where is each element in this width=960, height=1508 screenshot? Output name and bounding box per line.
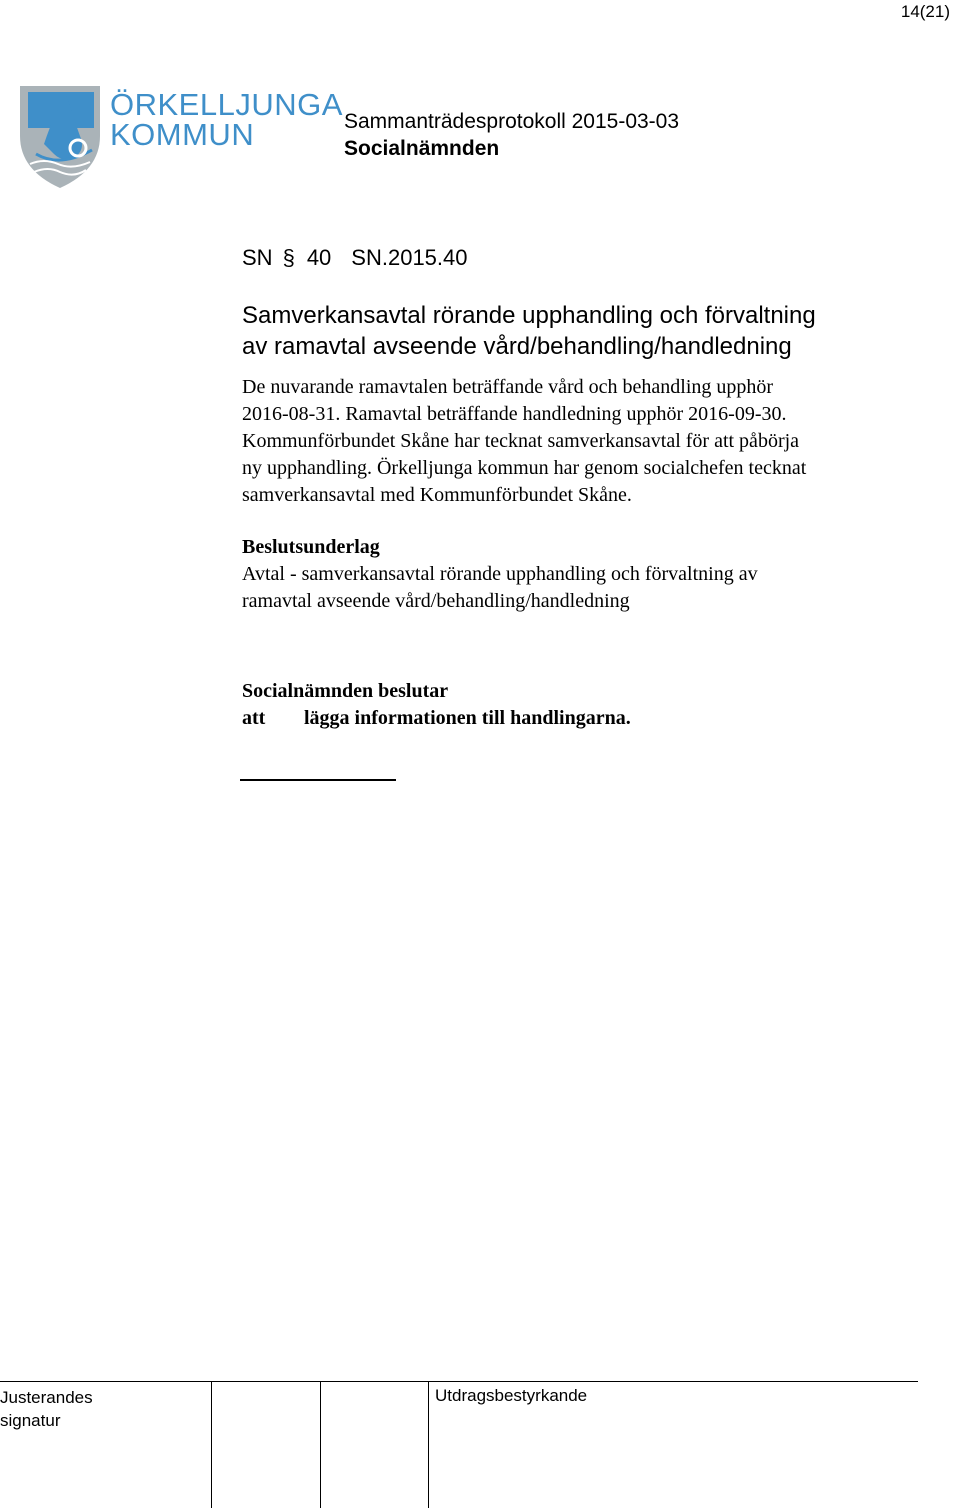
decision-label: Socialnämnden beslutar <box>242 680 449 702</box>
case-prefix: SN <box>242 245 273 270</box>
intro-line: ny upphandling. Örkelljunga kommun har genom socialchefen tecknat <box>242 457 807 479</box>
municipality-logo-text <box>110 87 343 152</box>
intro-line: samverkansavtal med Kommunförbundet Skåne. <box>242 484 632 506</box>
intro-paragraph <box>242 374 806 509</box>
logo-line-1: ÖRKELLJUNGA <box>110 87 343 122</box>
case-number: 40 <box>306 245 332 270</box>
justerandes-signatur-label <box>0 1386 93 1432</box>
basis-line-1: Avtal - samverkansavtal rörande upphandling och förvaltning av <box>242 563 758 585</box>
logo-line-2: KOMMUN <box>110 117 255 152</box>
footer-top-rule <box>0 1381 918 1382</box>
decision-att: att <box>242 707 266 729</box>
footer-divider <box>211 1381 212 1508</box>
footer-divider <box>428 1381 429 1508</box>
justerandes-line-2: signatur <box>0 1411 61 1430</box>
case-reference-code: SN.2015.40 <box>351 245 468 270</box>
footer-divider <box>320 1381 321 1508</box>
case-heading-line-1: Samverkansavtal rörande upphandling och förvaltning <box>242 302 816 329</box>
decision-row <box>242 705 631 732</box>
intro-line: De nuvarande ramavtalen beträffande vård och behandling upphör <box>242 376 774 398</box>
utdragsbestyrkande-label: Utdragsbestyrkande <box>435 1386 588 1405</box>
basis-label: Beslutsunderlag <box>242 536 380 558</box>
basis-text <box>242 561 758 615</box>
protocol-title: Sammanträdesprotokoll 2015-03-03 <box>344 110 680 133</box>
case-reference <box>242 245 468 271</box>
intro-line: 2016-08-31. Ramavtal beträffande handledning upphör 2016-09-30. <box>242 403 787 425</box>
section-symbol: § <box>282 245 295 270</box>
separator-rule <box>240 779 396 781</box>
case-heading <box>242 300 816 362</box>
page-number: 14(21) <box>900 2 950 21</box>
committee-name: Socialnämnden <box>344 137 500 160</box>
case-heading-line-2: av ramavtal avseende vård/behandling/handledning <box>242 333 792 360</box>
justerandes-line-1: Justerandes <box>0 1388 93 1407</box>
decision-text: lägga informationen till handlingarna. <box>304 707 631 729</box>
basis-line-2: ramavtal avseende vård/behandling/handledning <box>242 590 630 612</box>
intro-line: Kommunförbundet Skåne har tecknat samverkansavtal för att påbörja <box>242 430 800 452</box>
